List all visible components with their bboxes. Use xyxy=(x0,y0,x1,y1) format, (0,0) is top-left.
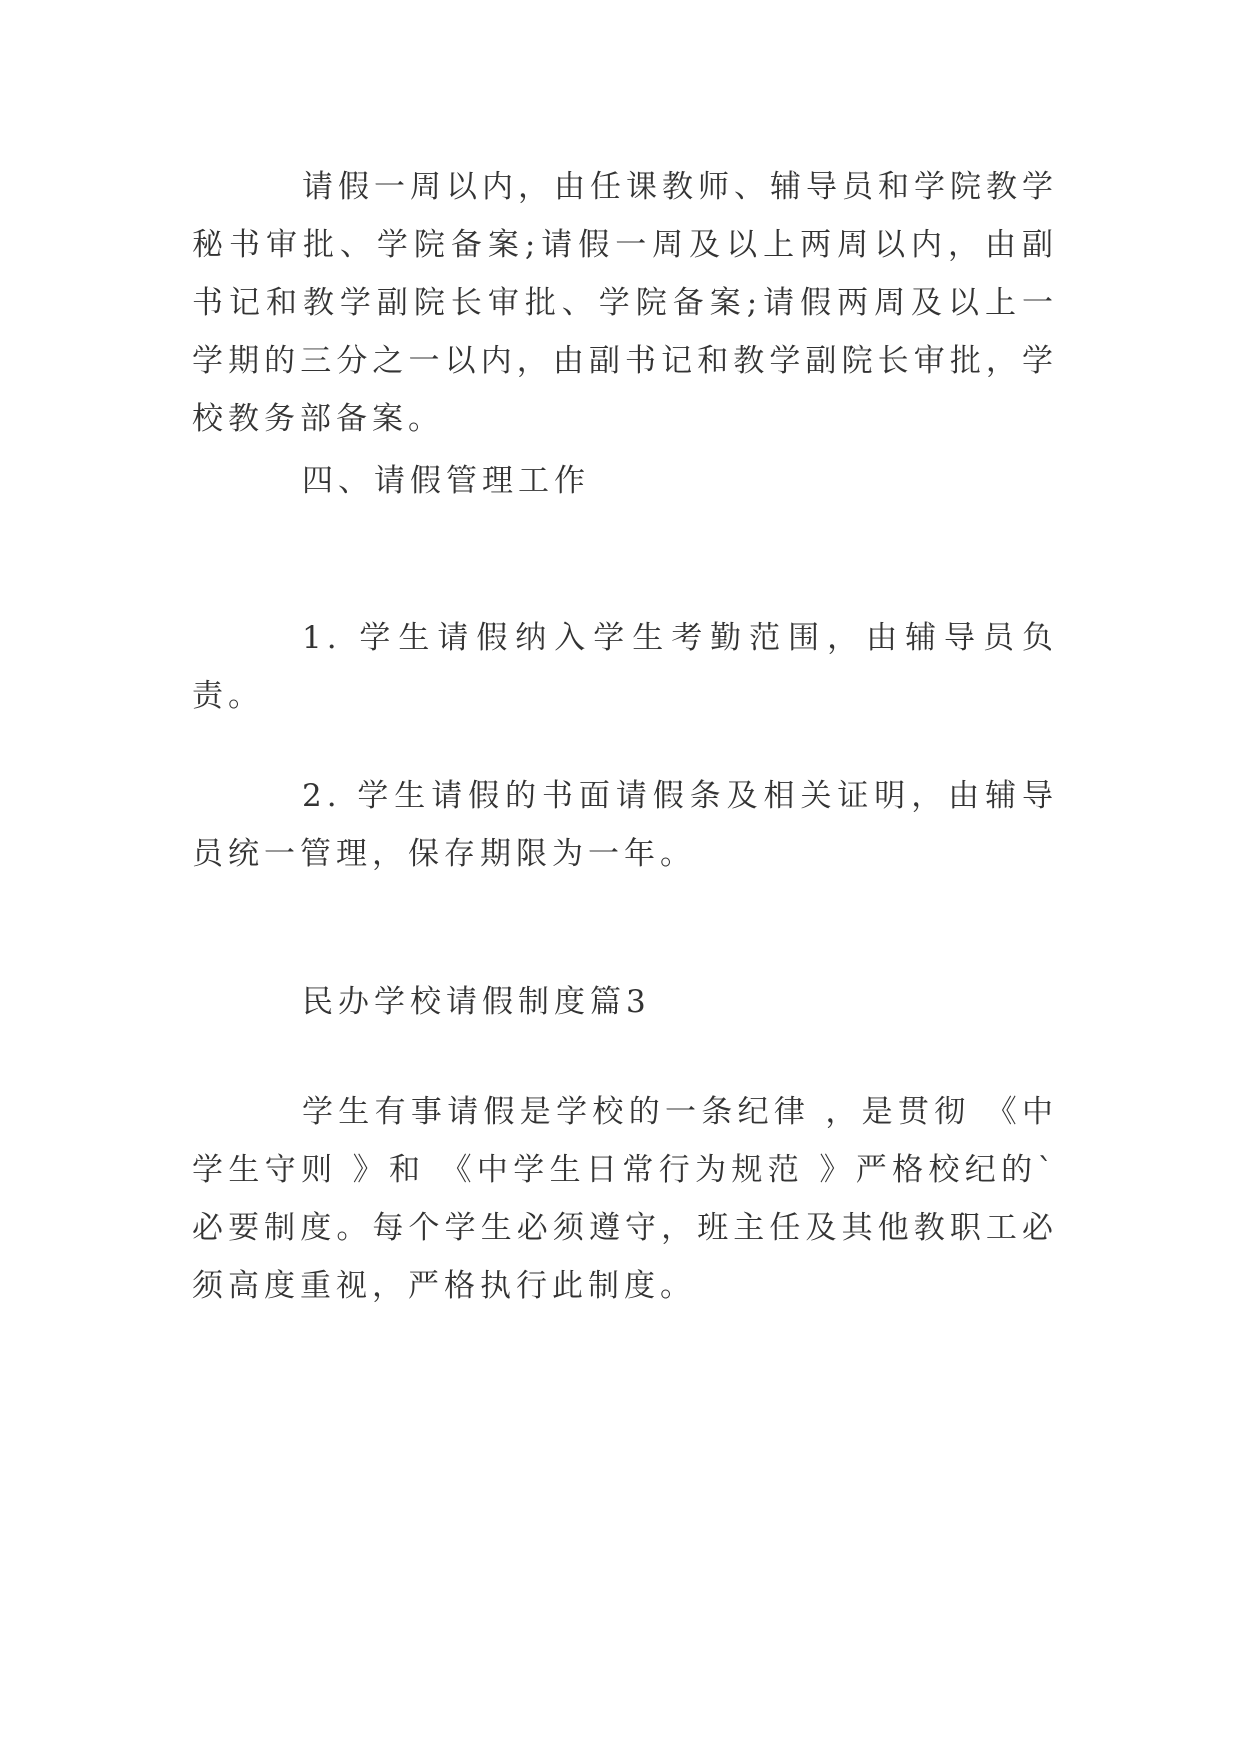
paragraph-approval-rules: 请假一周以内，由任课教师、辅导员和学院教学秘书审批、学院备案;请假一周及以上两周以内，由副书记和教学副院长审批、学院备案;请假两周及以上一学期的三分之一以内，由副书记和教学副院长审批，学校教务部备案。 xyxy=(192,169,1058,437)
section-heading: 四、请假管理工作 xyxy=(302,463,590,499)
list-item-1: 1. 学生请假纳入学生考勤范围，由辅导员负责。 xyxy=(192,620,1058,714)
article-title: 民办学校请假制度篇3 xyxy=(302,984,651,1020)
paragraph-student-rules: 学生有事请假是学校的一条纪律 ，是贯彻 《中学生守则 》和 《中学生日常行为规范 》严格校纪的`必要制度。每个学生必须遵守，班主任及其他教职工必须高度重视，严格执行此制度。 xyxy=(192,1094,1058,1304)
list-item-2: 2. 学生请假的书面请假条及相关证明，由辅导员统一管理，保存期限为一年。 xyxy=(192,778,1058,872)
